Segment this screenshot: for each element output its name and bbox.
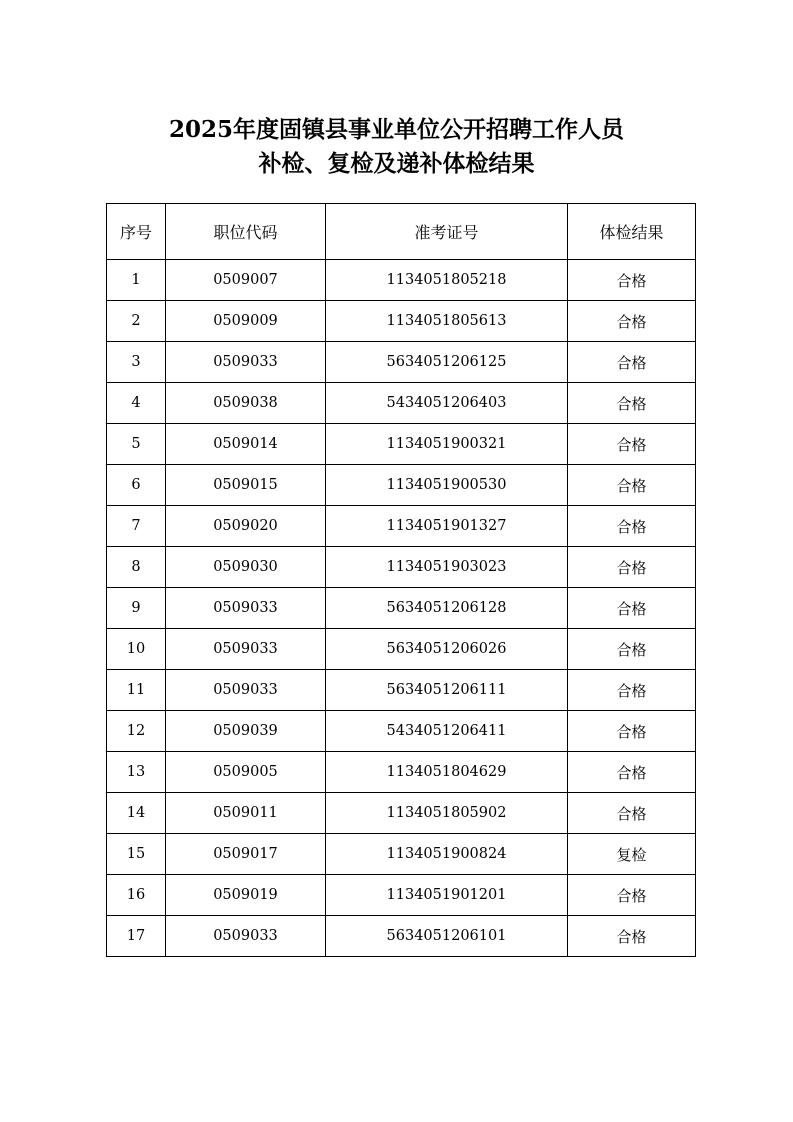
cell-position-code: 0509007	[166, 260, 326, 301]
cell-serial-number: 1	[107, 260, 166, 301]
cell-serial-number: 5	[107, 424, 166, 465]
cell-serial-number: 16	[107, 875, 166, 916]
table-row	[107, 916, 696, 957]
cell-exam-result: 合格	[568, 506, 696, 547]
header-exam-id: 准考证号	[326, 204, 568, 260]
table-body	[107, 260, 696, 957]
table-row	[107, 260, 696, 301]
cell-position-code: 0509033	[166, 588, 326, 629]
cell-exam-result: 合格	[568, 752, 696, 793]
cell-serial-number: 3	[107, 342, 166, 383]
cell-position-code: 0509033	[166, 670, 326, 711]
cell-position-code: 0509019	[166, 875, 326, 916]
cell-serial-number: 15	[107, 834, 166, 875]
cell-exam-id: 1134051804629	[326, 752, 568, 793]
cell-position-code: 0509033	[166, 916, 326, 957]
cell-position-code: 0509009	[166, 301, 326, 342]
cell-exam-id: 1134051900530	[326, 465, 568, 506]
cell-serial-number: 2	[107, 301, 166, 342]
table-row	[107, 875, 696, 916]
cell-exam-result: 合格	[568, 916, 696, 957]
cell-exam-result: 合格	[568, 342, 696, 383]
cell-exam-id: 5634051206128	[326, 588, 568, 629]
document-title-line-2: 补检、复检及递补体检结果	[258, 150, 535, 177]
cell-exam-result: 合格	[568, 711, 696, 752]
table-header-row	[107, 204, 696, 260]
header-serial-number: 序号	[107, 204, 166, 260]
cell-serial-number: 8	[107, 547, 166, 588]
cell-position-code: 0509014	[166, 424, 326, 465]
cell-exam-result: 合格	[568, 301, 696, 342]
table-row	[107, 342, 696, 383]
cell-position-code: 0509039	[166, 711, 326, 752]
cell-serial-number: 14	[107, 793, 166, 834]
cell-exam-id: 1134051805218	[326, 260, 568, 301]
cell-exam-id: 1134051900321	[326, 424, 568, 465]
cell-serial-number: 7	[107, 506, 166, 547]
cell-exam-result: 合格	[568, 588, 696, 629]
table-row	[107, 547, 696, 588]
cell-exam-id: 1134051805902	[326, 793, 568, 834]
cell-serial-number: 10	[107, 629, 166, 670]
table-row	[107, 383, 696, 424]
cell-serial-number: 11	[107, 670, 166, 711]
table-row	[107, 629, 696, 670]
cell-position-code: 0509017	[166, 834, 326, 875]
table-row	[107, 834, 696, 875]
table-row	[107, 301, 696, 342]
cell-exam-result: 合格	[568, 424, 696, 465]
cell-serial-number: 6	[107, 465, 166, 506]
table-row	[107, 670, 696, 711]
cell-exam-id: 1134051903023	[326, 547, 568, 588]
cell-exam-result: 合格	[568, 670, 696, 711]
cell-position-code: 0509038	[166, 383, 326, 424]
cell-position-code: 0509033	[166, 629, 326, 670]
cell-exam-result: 合格	[568, 875, 696, 916]
cell-exam-id: 5634051206101	[326, 916, 568, 957]
cell-serial-number: 12	[107, 711, 166, 752]
cell-position-code: 0509011	[166, 793, 326, 834]
cell-exam-id: 1134051805613	[326, 301, 568, 342]
table-row	[107, 506, 696, 547]
cell-exam-result: 合格	[568, 465, 696, 506]
cell-exam-id: 5634051206125	[326, 342, 568, 383]
cell-exam-result: 合格	[568, 629, 696, 670]
cell-position-code: 0509015	[166, 465, 326, 506]
cell-exam-id: 5434051206403	[326, 383, 568, 424]
cell-position-code: 0509030	[166, 547, 326, 588]
cell-serial-number: 9	[107, 588, 166, 629]
cell-exam-id: 1134051901201	[326, 875, 568, 916]
table-row	[107, 793, 696, 834]
cell-exam-id: 5634051206111	[326, 670, 568, 711]
table-row	[107, 588, 696, 629]
header-position-code: 职位代码	[166, 204, 326, 260]
cell-exam-result: 复检	[568, 834, 696, 875]
table-row	[107, 752, 696, 793]
cell-exam-result: 合格	[568, 793, 696, 834]
table-row	[107, 465, 696, 506]
cell-exam-id: 1134051900824	[326, 834, 568, 875]
cell-exam-result: 合格	[568, 383, 696, 424]
header-exam-result: 体检结果	[568, 204, 696, 260]
cell-position-code: 0509033	[166, 342, 326, 383]
document-title-line-1: 2025年度固镇县事业单位公开招聘工作人员	[168, 116, 624, 143]
cell-exam-id: 5634051206026	[326, 629, 568, 670]
results-table	[106, 203, 696, 957]
cell-exam-id: 5434051206411	[326, 711, 568, 752]
cell-exam-result: 合格	[568, 547, 696, 588]
cell-exam-id: 1134051901327	[326, 506, 568, 547]
cell-position-code: 0509020	[166, 506, 326, 547]
table-row	[107, 711, 696, 752]
cell-exam-result: 合格	[568, 260, 696, 301]
cell-serial-number: 13	[107, 752, 166, 793]
cell-position-code: 0509005	[166, 752, 326, 793]
table-row	[107, 424, 696, 465]
cell-serial-number: 17	[107, 916, 166, 957]
cell-serial-number: 4	[107, 383, 166, 424]
